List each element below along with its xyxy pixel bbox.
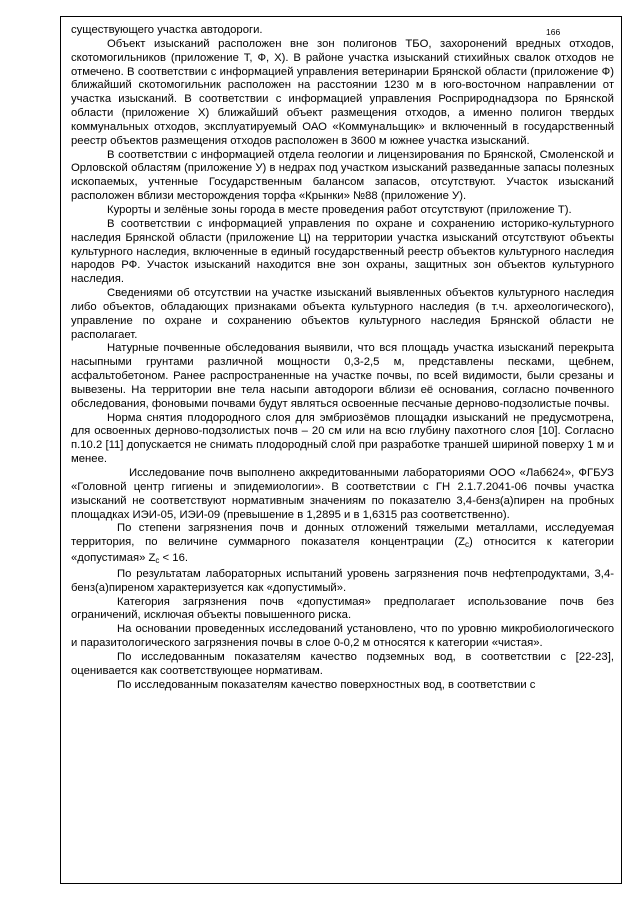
zc-subscript-2: c [155,556,160,566]
zc-text-start: По степени загрязнения почв и донных отложений тяжелыми металлами, исследуемая территория, по величине суммарного показателя концентрации (Z [71,522,614,549]
paragraph: На основании проведенных исследований установлено, что по уровню микробиологического и паразитологического загрязнения почвы в слое 0-0,2 м относятся к категории «чистая». [71,623,614,650]
zc-text-mid: ) относится к категории «допустимая» Z [71,536,614,565]
document-body [71,24,614,693]
zc-subscript: c [465,540,470,550]
paragraph: В соответствии с информацией отдела геологии и лицензирования по Брянской, Смоленской и Орловской областям (приложение У) в недрах под участком изысканий разведанные запасы полезных ископаемых, учтенные Государственным балансом запасов, отсутствуют. Участок изысканий расположен вблизи месторождения торфа «Крынки» №88 (приложение У). [71,148,614,203]
paragraph: Исследование почв выполнено аккредитованными лабораториями ООО «Лаб624», ФГБУЗ «Головной центр гигиены и эпидемиологии». В соответствии с ГН 2.1.7.2041-06 почвы участка изысканий не соответствуют нормативным значениям по показателю 3,4-бенз(а)пирен на пробных площадках ИЭИ-05, ИЭИ-09 (превышение в 1,2895 и в 1,6315 раз соответственно). [71,467,614,521]
paragraph: Объект изысканий расположен вне зон полигонов ТБО, захоронений вредных отходов, скотомогильников (приложение Т, Ф, Х). В районе участка изысканий стихийных свалок отходов не отмечено. В соответствии с информацией управления ветеринарии Брянской области (приложение Ф) ближайший скотомогильник расположен на расстоянии 1230 м в юго-восточном направлении от участка изысканий. В соответствии с информацией управления Росприроднадзора по Брянской области (приложение Х) ближайший объект размещения отходов, а именно полигон твердых коммунальных отходов, эксплуатируемый ОАО «Коммунальщик» и включенный в государственный реестр объектов размещения отходов расположен в 3600 м южнее участка изысканий. [71,37,614,147]
paragraph: По исследованным показателям качество поверхностных вод, в соответствии с [117,678,536,691]
page-number: 166 [546,27,561,37]
paragraph: существующего участка автодороги. [71,24,263,36]
paragraph: Натурные почвенные обследования выявили, что вся площадь участка изысканий перекрыта насыпными грунтами различной мощности 0,3-2,5 м, представлены песками, щебнем, асфальтобетоном. Ранее распространенные на участке почвы, по всей видимости, были срезаны и вывезены. На территории вне тела насыпи автодороги вблизи её основания, согласно почвенного обследования, фоновыми почвами будут являться освоенные песчаные дерново-подзолистые почвы. [71,342,614,410]
paragraph: Категория загрязнения почв «допустимая» предполагает использование почв без ограничений, исключая объекты повышенного риска. [71,595,614,622]
paragraph: Сведениями об отсутствии на участке изысканий выявленных объектов культурного наследия либо объектов, обладающих признаками объекта культурного наследия (в т.ч. археологического), управление по охране и сохранению объектов культурного наследия Брянской области не располагает. [71,287,614,341]
zc-text-end: < 16. [159,552,189,565]
paragraph: По результатам лабораторных испытаний уровень загрязнения почв нефтепродуктами, 3,4-бенз(а)пиреном характеризуется как «допустимый». [71,567,614,594]
paragraph: Курорты и зелёные зоны города в месте проведения работ отсутствуют (приложение Т). [107,203,572,216]
paragraph-zc [71,522,614,568]
paragraph: В соответствии с информацией управления по охране и сохранению историко-культурного наследия Брянской области (приложение Ц) на территории участка изысканий отсутствуют объекты культурного наследия, включенные в единый государственный реестр объектов культурного наследия народов РФ. Участок изысканий находится вне зон охраны, защитных зон объектов культурного наследия. [71,217,614,286]
paragraph: По исследованным показателям качество подземных вод, в соответствии с [22-23], оценивается как соответствующее нормативам. [71,650,614,677]
paragraph: Норма снятия плодородного слоя для эмбриозёмов площадки изысканий не предусмотрена, для освоенных дерново-подзолистых почв – 20 см или на всю глубину пахотного слоя [10]. Согласно п.10.2 [11] допускается не снимать плодородный слой при разработке траншей шириной поверху 1 м и менее. [71,411,614,466]
